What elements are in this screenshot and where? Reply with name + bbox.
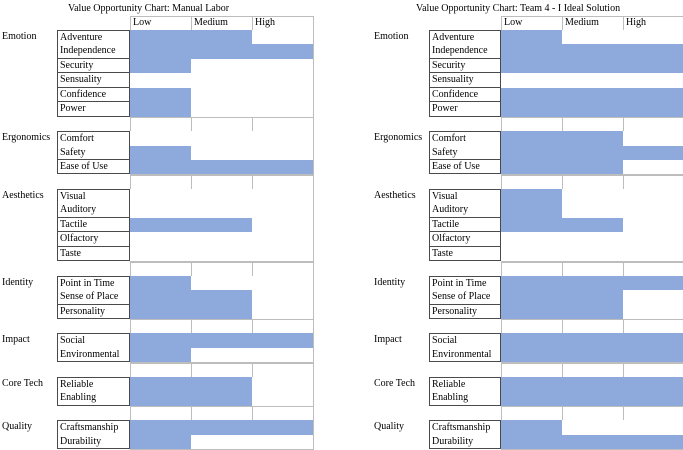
attribute-label: Olfactory xyxy=(429,232,501,246)
rating-cell-low[interactable] xyxy=(130,420,192,435)
group-label: Ergonomics xyxy=(2,132,51,144)
rating-cell-high[interactable] xyxy=(252,30,314,45)
rating-cell-high[interactable] xyxy=(623,276,683,291)
rating-cell-medium[interactable] xyxy=(191,30,253,45)
rating-cell-medium[interactable] xyxy=(562,333,624,348)
rating-cell-high[interactable] xyxy=(623,88,683,103)
rating-cell-high[interactable] xyxy=(623,59,683,74)
rating-cell-low[interactable] xyxy=(501,44,563,59)
rating-cell-low[interactable] xyxy=(130,73,192,88)
rating-cell-low[interactable] xyxy=(501,131,563,146)
level-header-low: Low xyxy=(504,17,523,28)
rating-cell-medium[interactable] xyxy=(562,218,624,233)
attribute-label: Ease of Use xyxy=(429,160,501,174)
attribute-label: Enabling xyxy=(429,391,501,405)
group-label: Identity xyxy=(374,276,406,288)
attribute-label: Reliable xyxy=(57,377,130,392)
rating-cell-low[interactable] xyxy=(501,305,563,320)
rating-cell-high[interactable] xyxy=(252,44,314,59)
rating-cell-high[interactable] xyxy=(623,44,683,59)
attribute-label: Taste xyxy=(57,247,130,261)
rating-cell-high[interactable] xyxy=(252,333,314,348)
rating-cell-high[interactable] xyxy=(252,146,314,161)
rating-cell-low[interactable] xyxy=(130,131,192,146)
rating-cell-low[interactable] xyxy=(130,59,192,74)
rating-cell-low[interactable] xyxy=(501,218,563,233)
rating-cell-medium[interactable] xyxy=(191,189,253,204)
rating-cell-high[interactable] xyxy=(252,420,314,435)
attribute-label: Reliable xyxy=(429,377,501,392)
attribute-label: Taste xyxy=(429,247,501,261)
group-label: Core Tech xyxy=(374,377,416,389)
rating-cell-low[interactable] xyxy=(501,232,563,247)
rating-cell-low[interactable] xyxy=(130,30,192,45)
rating-cell-high[interactable] xyxy=(252,232,314,247)
attribute-label: Adventure xyxy=(57,30,130,45)
rating-cell-medium[interactable] xyxy=(562,377,624,392)
rating-cell-low[interactable] xyxy=(130,435,192,450)
rating-cell-low[interactable] xyxy=(130,305,192,320)
rating-cell-high[interactable] xyxy=(623,218,683,233)
rating-cell-medium[interactable] xyxy=(562,73,624,88)
rating-cell-low[interactable] xyxy=(501,333,563,348)
level-header-medium: Medium xyxy=(194,17,228,28)
rating-cell-high[interactable] xyxy=(252,348,314,363)
group-label: Aesthetics xyxy=(374,189,416,201)
rating-cell-high[interactable] xyxy=(252,218,314,233)
rating-cell-low[interactable] xyxy=(501,276,563,291)
attribute-label: Safety xyxy=(57,146,130,160)
attribute-label: Point in Time xyxy=(429,276,501,291)
group-label: Impact xyxy=(2,334,30,346)
attribute-label: Confidence xyxy=(57,88,130,102)
rating-cell-low[interactable] xyxy=(130,102,192,117)
rating-cell-medium[interactable] xyxy=(562,420,624,435)
attribute-label: Enabling xyxy=(57,391,130,405)
attribute-label: Environmental xyxy=(429,348,501,362)
rating-cell-high[interactable] xyxy=(252,73,314,88)
rating-cell-low[interactable] xyxy=(130,218,192,233)
rating-cell-medium[interactable] xyxy=(191,59,253,74)
rating-cell-medium[interactable] xyxy=(191,348,253,363)
attribute-label: Visual xyxy=(429,189,501,204)
attribute-label: Craftsmanship xyxy=(429,420,501,435)
rating-cell-medium[interactable] xyxy=(191,391,253,406)
attribute-label: Sense of Place xyxy=(429,290,501,304)
level-header-high: High xyxy=(626,17,646,28)
attribute-label: Comfort xyxy=(429,131,501,146)
rating-cell-medium[interactable] xyxy=(191,160,253,175)
rating-cell-medium[interactable] xyxy=(562,131,624,146)
rating-cell-low[interactable] xyxy=(130,88,192,103)
rating-cell-low[interactable] xyxy=(130,391,192,406)
rating-cell-medium[interactable] xyxy=(562,232,624,247)
rating-cell-high[interactable] xyxy=(252,276,314,291)
group-label: Emotion xyxy=(374,31,409,42)
rating-cell-high[interactable] xyxy=(623,146,683,161)
rating-cell-low[interactable] xyxy=(501,348,563,363)
rating-cell-high[interactable] xyxy=(623,131,683,146)
rating-cell-high[interactable] xyxy=(623,102,683,117)
attribute-label: Environmental xyxy=(57,348,130,362)
rating-cell-low[interactable] xyxy=(501,290,563,305)
rating-cell-medium[interactable] xyxy=(562,305,624,320)
rating-cell-medium[interactable] xyxy=(191,88,253,103)
rating-cell-high[interactable] xyxy=(623,391,683,406)
chart-2 xyxy=(372,0,683,450)
rating-cell-medium[interactable] xyxy=(191,435,253,450)
rating-cell-high[interactable] xyxy=(252,131,314,146)
attribute-label: Independence xyxy=(57,44,130,58)
rating-cell-low[interactable] xyxy=(501,391,563,406)
rating-cell-low[interactable] xyxy=(501,203,563,218)
group-label: Impact xyxy=(374,334,402,346)
group-label: Aesthetics xyxy=(2,189,44,201)
rating-cell-medium[interactable] xyxy=(562,276,624,291)
group-label: Ergonomics xyxy=(374,132,423,144)
rating-cell-medium[interactable] xyxy=(191,203,253,218)
rating-cell-medium[interactable] xyxy=(562,146,624,161)
attribute-label: Power xyxy=(57,102,130,116)
rating-cell-high[interactable] xyxy=(252,189,314,204)
chart-title: Value Opportunity Chart: Team 4 - I Ideal Solution xyxy=(416,3,621,14)
level-header-low: Low xyxy=(133,17,152,28)
rating-cell-medium[interactable] xyxy=(191,377,253,392)
rating-cell-high[interactable] xyxy=(252,88,314,103)
rating-cell-high[interactable] xyxy=(252,435,314,450)
rating-cell-high[interactable] xyxy=(252,203,314,218)
rating-cell-low[interactable] xyxy=(501,59,563,74)
rating-cell-low[interactable] xyxy=(130,44,192,59)
rating-cell-medium[interactable] xyxy=(191,305,253,320)
rating-cell-high[interactable] xyxy=(623,435,683,450)
attribute-label: Olfactory xyxy=(57,232,130,246)
rating-cell-low[interactable] xyxy=(501,102,563,117)
rating-cell-medium[interactable] xyxy=(191,232,253,247)
attribute-label: Safety xyxy=(429,146,501,160)
rating-cell-medium[interactable] xyxy=(562,290,624,305)
rating-cell-low[interactable] xyxy=(501,146,563,161)
rating-cell-medium[interactable] xyxy=(562,203,624,218)
attribute-label: Durability xyxy=(429,435,501,449)
attribute-label: Adventure xyxy=(429,30,501,45)
level-header-medium: Medium xyxy=(565,17,599,28)
group-label: Quality xyxy=(374,421,404,433)
rating-cell-medium[interactable] xyxy=(191,420,253,435)
rating-cell-medium[interactable] xyxy=(562,189,624,204)
attribute-label: Confidence xyxy=(429,88,501,102)
attribute-label: Comfort xyxy=(57,131,130,146)
rating-cell-medium[interactable] xyxy=(562,44,624,59)
rating-cell-high[interactable] xyxy=(252,247,314,262)
rating-cell-medium[interactable] xyxy=(562,30,624,45)
rating-cell-high[interactable] xyxy=(623,290,683,305)
rating-cell-high[interactable] xyxy=(623,420,683,435)
attribute-label: Security xyxy=(57,59,130,73)
attribute-label: Auditory xyxy=(57,203,130,217)
rating-cell-low[interactable] xyxy=(501,247,563,262)
rating-cell-medium[interactable] xyxy=(191,247,253,262)
attribute-label: Social xyxy=(429,333,501,348)
rating-cell-high[interactable] xyxy=(623,247,683,262)
rating-cell-high[interactable] xyxy=(252,377,314,392)
rating-cell-medium[interactable] xyxy=(191,333,253,348)
attribute-label: Craftsmanship xyxy=(57,420,130,435)
rating-cell-low[interactable] xyxy=(130,189,192,204)
rating-cell-medium[interactable] xyxy=(191,73,253,88)
rating-cell-high[interactable] xyxy=(623,73,683,88)
rating-cell-high[interactable] xyxy=(623,189,683,204)
attribute-label: Personality xyxy=(57,305,130,319)
rating-cell-medium[interactable] xyxy=(191,290,253,305)
group-label: Quality xyxy=(2,421,32,433)
rating-cell-low[interactable] xyxy=(130,232,192,247)
rating-cell-low[interactable] xyxy=(501,189,563,204)
rating-cell-low[interactable] xyxy=(130,276,192,291)
rating-cell-high[interactable] xyxy=(252,290,314,305)
rating-cell-low[interactable] xyxy=(501,88,563,103)
rating-cell-medium[interactable] xyxy=(191,218,253,233)
attribute-label: Sense of Place xyxy=(57,290,130,304)
rating-cell-low[interactable] xyxy=(130,160,192,175)
rating-cell-medium[interactable] xyxy=(191,102,253,117)
rating-cell-high[interactable] xyxy=(252,59,314,74)
attribute-label: Auditory xyxy=(429,203,501,217)
rating-cell-low[interactable] xyxy=(501,73,563,88)
attribute-label: Tactile xyxy=(429,218,501,232)
rating-cell-low[interactable] xyxy=(130,146,192,161)
rating-cell-low[interactable] xyxy=(130,377,192,392)
rating-cell-low[interactable] xyxy=(501,435,563,450)
rating-cell-high[interactable] xyxy=(623,203,683,218)
attribute-label: Security xyxy=(429,59,501,73)
rating-cell-high[interactable] xyxy=(623,160,683,175)
attribute-label: Visual xyxy=(57,189,130,204)
attribute-label: Ease of Use xyxy=(57,160,130,174)
rating-cell-high[interactable] xyxy=(252,102,314,117)
attribute-label: Sensuality xyxy=(57,73,130,87)
rating-cell-medium[interactable] xyxy=(562,247,624,262)
attribute-label: Tactile xyxy=(57,218,130,232)
rating-cell-low[interactable] xyxy=(130,348,192,363)
attribute-label: Point in Time xyxy=(57,276,130,291)
attribute-label: Independence xyxy=(429,44,501,58)
rating-cell-high[interactable] xyxy=(623,232,683,247)
rating-cell-low[interactable] xyxy=(130,247,192,262)
rating-cell-high[interactable] xyxy=(252,160,314,175)
rating-cell-medium[interactable] xyxy=(191,276,253,291)
rating-cell-low[interactable] xyxy=(501,160,563,175)
rating-cell-low[interactable] xyxy=(501,377,563,392)
rating-cell-low[interactable] xyxy=(130,290,192,305)
rating-cell-medium[interactable] xyxy=(562,391,624,406)
rating-cell-low[interactable] xyxy=(130,333,192,348)
rating-cell-medium[interactable] xyxy=(191,131,253,146)
rating-cell-low[interactable] xyxy=(501,30,563,45)
chart-1 xyxy=(0,0,312,450)
rating-cell-high[interactable] xyxy=(623,348,683,363)
rating-cell-medium[interactable] xyxy=(562,102,624,117)
attribute-label: Power xyxy=(429,102,501,116)
group-label: Emotion xyxy=(2,31,37,42)
chart-title: Value Opportunity Chart: Manual Labor xyxy=(68,3,230,14)
rating-cell-low[interactable] xyxy=(501,420,563,435)
rating-cell-high[interactable] xyxy=(252,305,314,320)
attribute-label: Durability xyxy=(57,435,130,449)
level-header-high: High xyxy=(255,17,275,28)
rating-cell-medium[interactable] xyxy=(562,59,624,74)
rating-cell-high[interactable] xyxy=(252,391,314,406)
rating-cell-medium[interactable] xyxy=(562,348,624,363)
group-label: Core Tech xyxy=(2,377,44,389)
rating-cell-high[interactable] xyxy=(623,30,683,45)
rating-cell-high[interactable] xyxy=(623,305,683,320)
rating-cell-high[interactable] xyxy=(623,333,683,348)
group-label: Identity xyxy=(2,276,34,288)
attribute-label: Sensuality xyxy=(429,73,501,87)
rating-cell-low[interactable] xyxy=(130,203,192,218)
rating-cell-medium[interactable] xyxy=(562,88,624,103)
rating-cell-medium[interactable] xyxy=(562,160,624,175)
attribute-label: Personality xyxy=(429,305,501,319)
rating-cell-medium[interactable] xyxy=(191,146,253,161)
rating-cell-medium[interactable] xyxy=(191,44,253,59)
rating-cell-high[interactable] xyxy=(623,377,683,392)
rating-cell-medium[interactable] xyxy=(562,435,624,450)
attribute-label: Social xyxy=(57,333,130,348)
